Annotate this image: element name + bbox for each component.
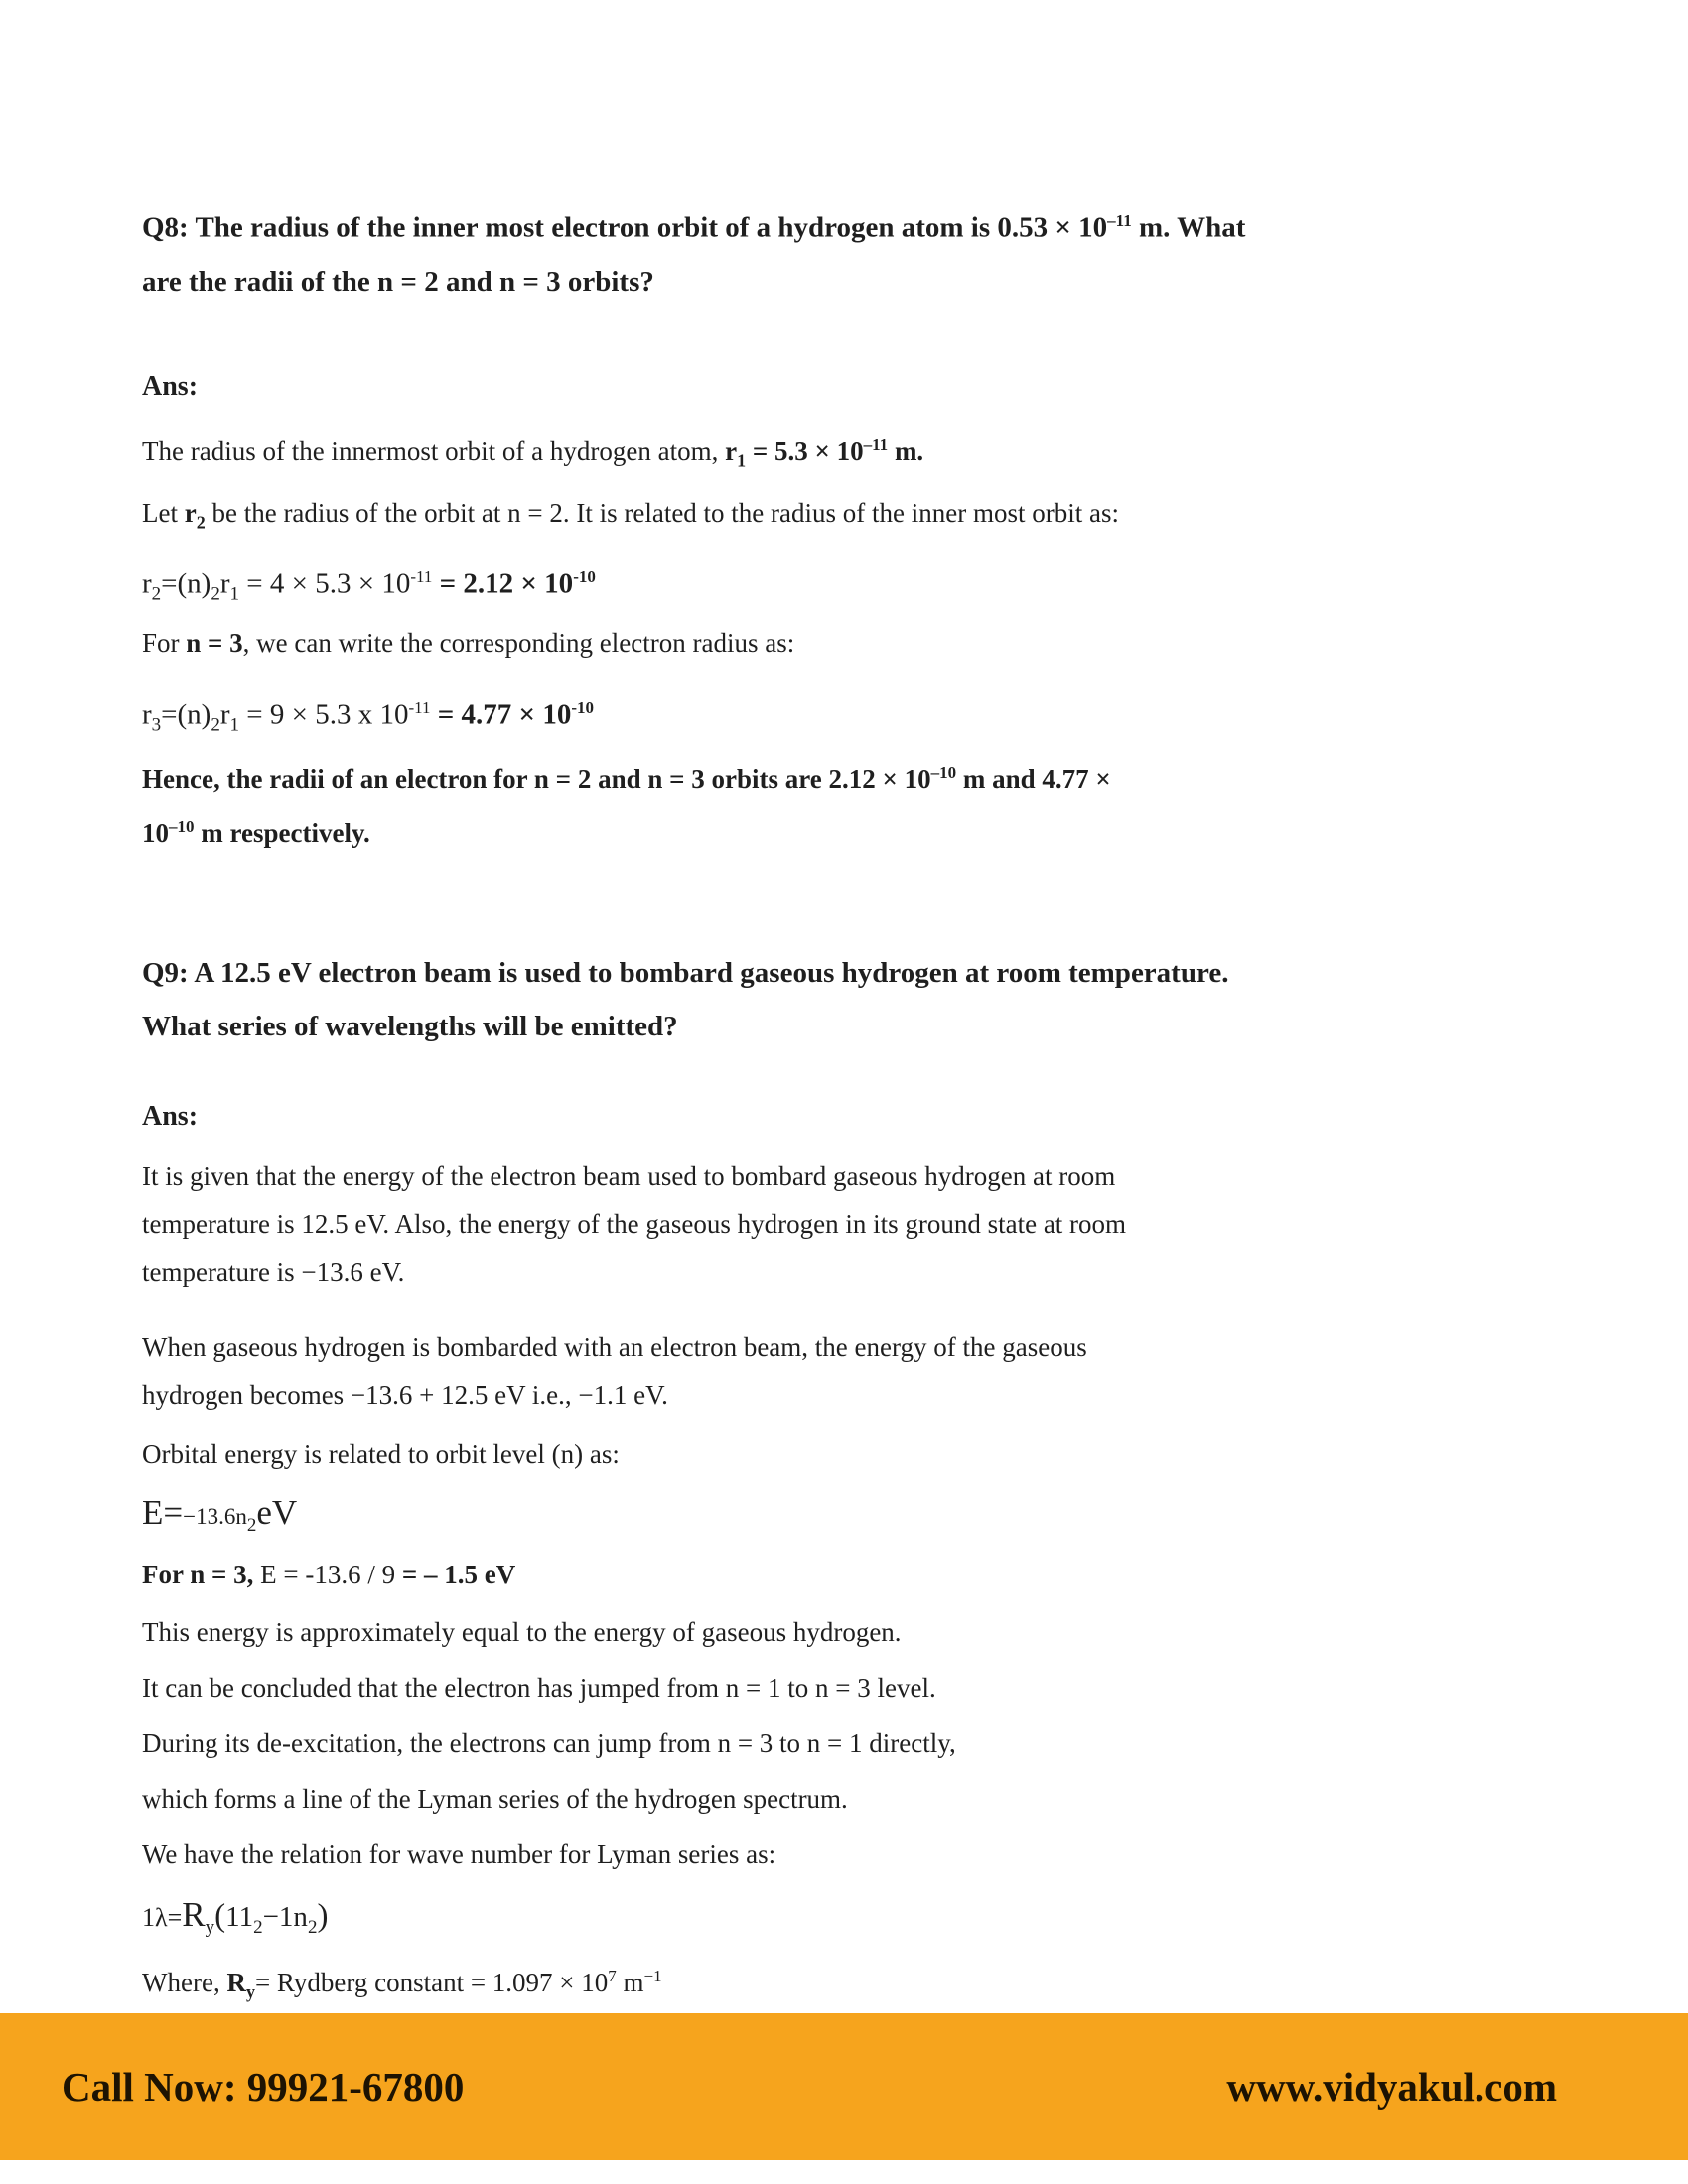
q9-answer-label-line-1 — [142, 1093, 1592, 1141]
q8-heading-line-2 — [142, 255, 1592, 309]
q8-conclusion-line-2 — [142, 803, 1592, 857]
q8-formula-r3-run-1-2: 3 — [151, 714, 162, 736]
q9-paragraph-approx-line-1 — [142, 1608, 1592, 1656]
q9-paragraph-approx — [142, 1608, 1592, 1656]
q9-paragraph-where-run-1-1: Where, — [142, 1967, 227, 1997]
q8-answer-label-line-1 — [142, 363, 1592, 411]
q9-paragraph-where-run-1-5: 7 — [608, 1966, 617, 1985]
q9-formula-energy-run-1-1: E= — [142, 1493, 184, 1533]
q9-formula-wavenumber-run-1-2: R — [182, 1895, 206, 1935]
q8-paragraph-2-run-1-1: Let — [142, 498, 185, 529]
q8-paragraph-2 — [142, 489, 1592, 546]
q8-formula-r2-run-1-4: 2 — [211, 583, 220, 605]
q9-heading — [142, 946, 1592, 1053]
q8-paragraph-2-run-1-2: r — [184, 498, 197, 529]
q9-paragraph-lyman-line-1 — [142, 1775, 1592, 1823]
q9-heading-line-1 — [142, 946, 1592, 1000]
q9-paragraph-approx-run-1-1: This energy is approximately equal to the energy of gaseous hydrogen. — [142, 1617, 902, 1648]
q9-formula-wavenumber — [142, 1890, 1592, 1953]
q9-paragraph-concluded — [142, 1664, 1592, 1711]
q9-formula-wavenumber-run-1-4: ( — [214, 1898, 226, 1935]
q8-conclusion-run-1-2: –10 — [930, 763, 957, 783]
q9-formula-energy-run-1-2: −13.6n — [183, 1504, 247, 1530]
q9-paragraph-relation-run-1-1: We have the relation for wave number for Lyman series as: — [142, 1840, 776, 1870]
q9-paragraph-energy-run-2-1: temperature is 12.5 eV. Also, the energy of the gaseous hydrogen in its ground state at room — [142, 1209, 1127, 1240]
q8-formula-r2-run-1-9 — [432, 568, 439, 600]
q8-formula-r3-run-1-3: =(n) — [161, 698, 211, 731]
q9-paragraph-where-line-1 — [142, 1953, 1592, 2015]
q8-conclusion-run-2-3: m respectively. — [194, 818, 370, 849]
q8-formula-r3-run-1-6: 1 — [229, 714, 240, 736]
q9-paragraph-concluded-run-1-1: It can be concluded that the electron has jumped from n = 1 to n = 3 level. — [142, 1673, 936, 1704]
q9-formula-wavenumber-run-1-7: −1n — [262, 1901, 308, 1934]
q8-heading-run-1-3: m. What — [1131, 211, 1246, 244]
footer-website: www.vidyakul.com — [1226, 2064, 1557, 2110]
q8-formula-r2-run-1-10: = 2.12 × 10 — [439, 568, 574, 601]
q9-paragraph-bombard-run-2-1: hydrogen becomes −13.6 + 12.5 eV i.e., −1.1 eV. — [142, 1380, 668, 1411]
q9-paragraph-where-run-1-7: −1 — [643, 1966, 662, 1985]
q9-formula-wavenumber-line-1 — [142, 1890, 1592, 1953]
q8-conclusion-line-1 — [142, 750, 1592, 803]
footer — [0, 2013, 1688, 2160]
q8-paragraph-2-run-1-4: be the radius of the orbit at n = 2. It is related to the radius of the inner most orbit as: — [205, 498, 1119, 529]
q9-formula-wavenumber-run-1-5: 11 — [225, 1901, 254, 1934]
q8-formula-r2-line-1 — [142, 552, 1592, 618]
q9-formula-energy — [142, 1488, 1592, 1551]
q9-paragraph-relation — [142, 1831, 1592, 1878]
q8-formula-r2-run-1-1: r — [142, 568, 152, 601]
q9-paragraph-bombard-line-2 — [142, 1371, 1592, 1419]
q8-paragraph-for-n3 — [142, 619, 1592, 667]
q9-answer-label-run-1-1: Ans: — [142, 1101, 199, 1133]
q8-formula-r3-run-1-1: r — [142, 698, 152, 731]
q8-formula-r3-run-1-7: = 9 × 5.3 x 10 — [239, 698, 409, 731]
q9-paragraph-deexcitation — [142, 1719, 1592, 1767]
q9-paragraph-orbital-run-1-1: Orbital energy is related to orbit level (n) as: — [142, 1439, 620, 1470]
q9-paragraph-for-n3-run-1-1: For n = 3, — [142, 1560, 261, 1590]
q8-formula-r2-run-1-5: r — [219, 568, 230, 601]
q8-conclusion-run-1-3: m and 4.77 × — [956, 764, 1111, 795]
q8-paragraph-1-run-1-3: 1 — [737, 450, 747, 471]
q8-formula-r2-run-1-7: = 4 × 5.3 × 10 — [239, 568, 411, 601]
q9-paragraph-bombard-run-1-1: When gaseous hydrogen is bombarded with an electron beam, the energy of the gaseous — [142, 1332, 1087, 1363]
q8-paragraph-1-run-1-1: The radius of the innermost orbit of a hydrogen atom, — [142, 435, 726, 466]
q9-paragraph-energy-line-1 — [142, 1153, 1592, 1200]
q8-formula-r3-run-1-11: -10 — [571, 697, 594, 717]
q8-answer-label-run-1-1: Ans: — [142, 370, 199, 402]
q8-conclusion-run-2-1: 10 — [142, 818, 169, 849]
footer-call-now: Call Now: 99921-67800 — [62, 2064, 465, 2110]
q9-paragraph-bombard-line-1 — [142, 1323, 1592, 1371]
q8-paragraph-for-n3-run-1-2: n = 3 — [186, 627, 243, 658]
q8-formula-r3-run-1-4: 2 — [211, 714, 220, 736]
q9-paragraph-energy-run-3-1: temperature is −13.6 eV. — [142, 1257, 405, 1288]
q9-formula-wavenumber-run-1-6: 2 — [253, 1916, 263, 1938]
q8-paragraph-2-run-1-3: 2 — [196, 512, 206, 533]
q8-paragraph-for-n3-run-1-1: For — [142, 627, 187, 658]
q8-answer-label — [142, 363, 1592, 411]
q8-formula-r2 — [142, 552, 1592, 618]
q8-paragraph-1 — [142, 421, 1592, 483]
q8-paragraph-1-run-1-2: r — [725, 435, 738, 466]
q9-heading-run-1-1: Q9: A 12.5 eV electron beam is used to bombard gaseous hydrogen at room temperature. — [142, 957, 1229, 990]
q9-paragraph-lyman — [142, 1775, 1592, 1823]
q8-paragraph-for-n3-run-1-3: , we can write the corresponding electron radius as: — [242, 627, 795, 658]
q9-formula-wavenumber-run-1-9: ) — [317, 1898, 329, 1935]
q9-formula-energy-run-1-3: 2 — [246, 1515, 257, 1537]
q8-formula-r3-run-1-10: = 4.77 × 10 — [437, 698, 572, 731]
q9-paragraph-for-n3-run-1-3: = – 1.5 eV — [401, 1560, 516, 1590]
q8-conclusion-run-1-1: Hence, the radii of an electron for n = 2 and n = 3 orbits are 2.12 × 10 — [142, 764, 931, 795]
q9-paragraph-energy-run-1-1: It is given that the energy of the electron beam used to bombard gaseous hydrogen at room — [142, 1161, 1116, 1192]
q9-paragraph-relation-line-1 — [142, 1831, 1592, 1878]
q8-paragraph-for-n3-line-1 — [142, 619, 1592, 667]
q9-formula-wavenumber-run-1-3: y — [205, 1916, 215, 1938]
q8-heading — [142, 195, 1592, 309]
q8-conclusion-run-2-2: –10 — [169, 817, 195, 837]
document-body — [142, 195, 1592, 2079]
q8-formula-r3-run-1-9 — [431, 699, 438, 731]
q8-formula-r3-run-1-8: -11 — [408, 697, 431, 717]
q8-conclusion — [142, 750, 1592, 857]
q9-paragraph-for-n3-line-1 — [142, 1551, 1592, 1598]
q9-paragraph-energy-line-2 — [142, 1200, 1592, 1248]
q9-formula-energy-line-1 — [142, 1488, 1592, 1551]
q8-paragraph-2-line-1 — [142, 489, 1592, 546]
q9-formula-wavenumber-run-1-8: 2 — [307, 1916, 318, 1938]
q8-formula-r2-run-1-8: -11 — [410, 567, 433, 587]
q8-formula-r3-run-1-5: r — [219, 698, 230, 731]
q8-heading-run-1-1: Q8: The radius of the inner most electron orbit of a hydrogen atom is 0.53 × 10 — [142, 211, 1108, 244]
q9-paragraph-where-run-1-2: R — [226, 1967, 246, 1997]
q8-heading-line-1 — [142, 195, 1592, 255]
q9-paragraph-energy — [142, 1153, 1592, 1296]
q9-paragraph-bombard — [142, 1323, 1592, 1419]
q9-paragraph-where-run-1-4: = Rydberg constant = 1.097 × 10 — [254, 1967, 609, 1997]
q8-paragraph-1-run-1-4: = 5.3 × 10 — [746, 435, 864, 466]
q9-paragraph-deexcitation-line-1 — [142, 1719, 1592, 1767]
q8-formula-r2-run-1-11: -10 — [573, 567, 596, 587]
q9-paragraph-lyman-run-1-1: which forms a line of the Lyman series of the hydrogen spectrum. — [142, 1784, 848, 1815]
q9-heading-line-2 — [142, 1000, 1592, 1053]
q8-heading-run-2-1: are the radii of the n = 2 and n = 3 orbits? — [142, 265, 654, 298]
q8-formula-r3-line-1 — [142, 683, 1592, 750]
q9-paragraph-for-n3 — [142, 1551, 1592, 1598]
q9-formula-energy-run-1-4: eV — [256, 1493, 298, 1533]
q9-paragraph-where-run-1-3: y — [245, 1981, 255, 2002]
q8-formula-r2-run-1-6: 1 — [229, 583, 240, 605]
q9-paragraph-where — [142, 1953, 1592, 2015]
q9-paragraph-where-run-1-6: m — [616, 1967, 644, 1997]
q9-paragraph-for-n3-run-1-2: E = -13.6 / 9 — [260, 1560, 402, 1590]
q9-answer-label — [142, 1093, 1592, 1141]
q9-paragraph-energy-line-3 — [142, 1248, 1592, 1296]
q8-paragraph-1-run-1-6: m. — [888, 435, 924, 466]
q8-formula-r2-run-1-3: =(n) — [161, 568, 211, 601]
q9-paragraph-deexcitation-run-1-1: During its de-excitation, the electrons can jump from n = 3 to n = 1 directly, — [142, 1728, 956, 1759]
q8-heading-run-1-2: –11 — [1107, 211, 1132, 230]
q9-formula-wavenumber-run-1-1: 1λ= — [142, 1903, 183, 1933]
q8-formula-r3 — [142, 683, 1592, 750]
q9-paragraph-concluded-line-1 — [142, 1664, 1592, 1711]
q8-formula-r2-run-1-2: 2 — [151, 583, 162, 605]
q9-heading-run-2-1: What series of wavelengths will be emitted? — [142, 1011, 678, 1043]
q9-paragraph-orbital-line-1 — [142, 1431, 1592, 1478]
q8-paragraph-1-line-1 — [142, 421, 1592, 483]
q9-paragraph-orbital — [142, 1431, 1592, 1478]
q8-paragraph-1-run-1-5: –11 — [863, 434, 889, 454]
